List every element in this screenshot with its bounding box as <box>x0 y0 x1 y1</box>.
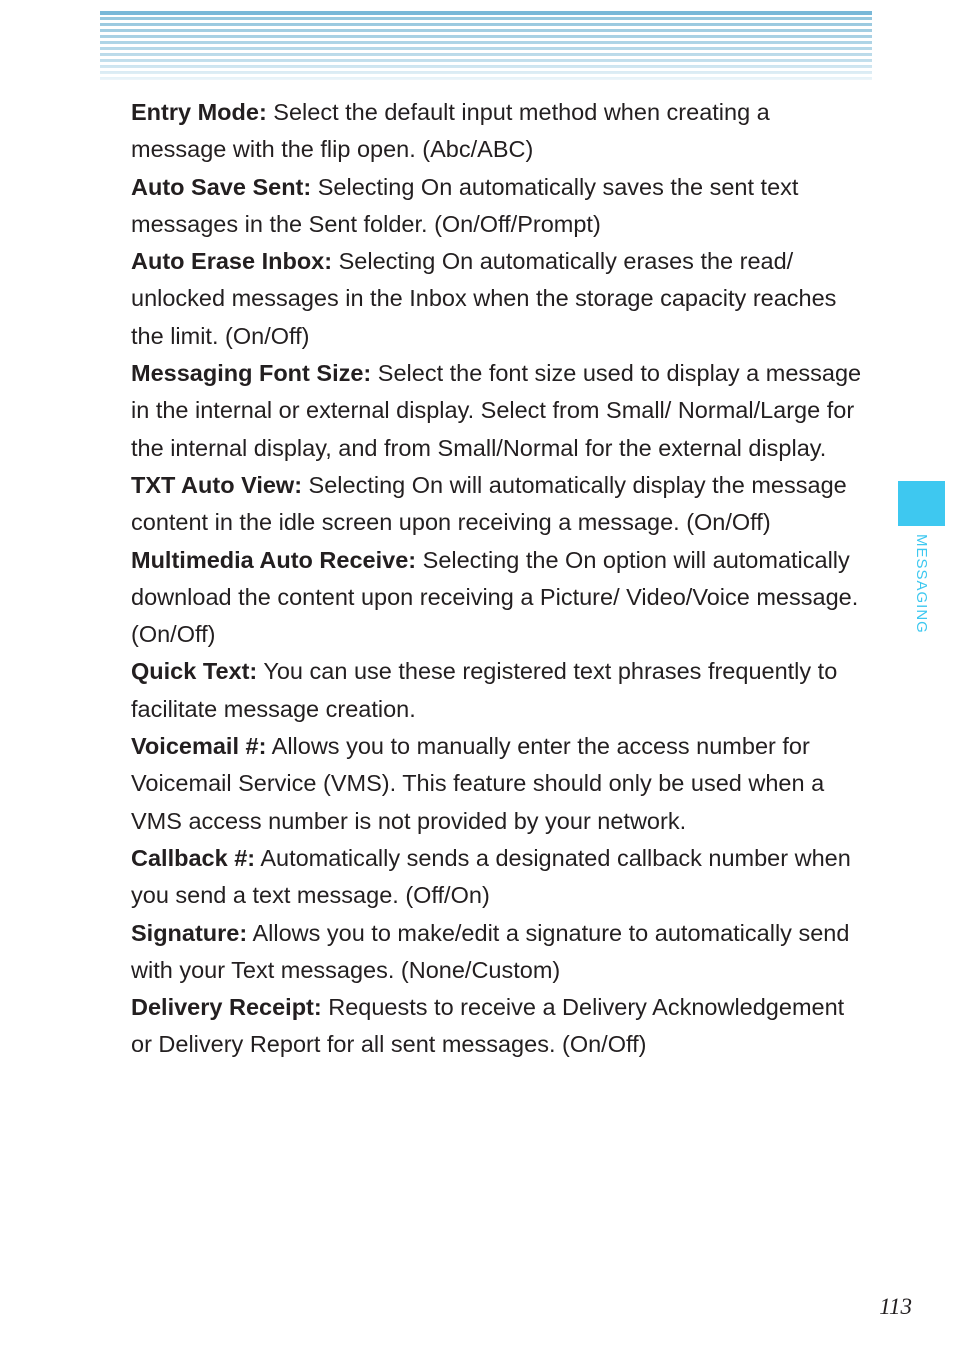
entry-term: Voicemail #: <box>131 733 267 760</box>
entry-description: Automatically sends a designated callback number when you send a text message. (Off/On) <box>131 844 851 909</box>
entry-term: TXT Auto View: <box>131 471 303 498</box>
entry-description: Allows you to make/edit a signature to automatically send with your Text messages. (None/Custom) <box>131 919 850 983</box>
entry-signature <box>131 915 863 990</box>
entry-multimedia-auto-receive <box>131 542 863 654</box>
entry-description: You can use these registered text phrases frequently to facilitate message creation. <box>131 658 838 722</box>
header-band-top-rule <box>100 11 872 15</box>
entry-delivery-receipt <box>131 989 863 1064</box>
entry-term: Messaging Font Size: <box>131 360 372 387</box>
entry-description: Allows you to manually enter the access number for Voicemail Service (VMS). This feature should only be used when a VMS access number is not provided by your network. <box>131 733 825 834</box>
entry-auto-save-sent <box>131 169 863 244</box>
entry-description: Selecting On automatically saves the sent text messages in the Sent folder. (On/Off/Prompt) <box>131 173 799 237</box>
section-side-label: MESSAGING <box>913 534 930 634</box>
settings-description-list <box>131 94 863 1064</box>
entry-term: Entry Mode: <box>131 99 267 125</box>
entry-voicemail <box>131 728 863 840</box>
header-decorative-band <box>100 11 872 81</box>
entry-description: Selecting the On option will automatically download the content upon receiving a Picture/ Video/Voice message. (On/Off) <box>131 546 859 648</box>
entry-term: Callback #: <box>131 844 256 871</box>
entry-description: Select the font size used to display a message in the internal or external display. Select from Small/ Normal/Large for the internal display, and from Small/Normal for the external display. <box>131 360 862 461</box>
entry-description: Selecting On automatically erases the read/ unlocked messages in the Inbox when the storage capacity reaches the limit. (On/Off) <box>131 248 837 349</box>
entry-quick-text <box>131 653 863 728</box>
entry-term: Multimedia Auto Receive: <box>131 546 417 573</box>
entry-description: Select the default input method when creating a message with the flip open. (Abc/ABC) <box>131 99 770 163</box>
section-side-tab <box>898 481 945 526</box>
page-number: 113 <box>879 1294 912 1319</box>
entry-term: Auto Erase Inbox: <box>131 248 333 275</box>
entry-term: Quick Text: <box>131 658 258 685</box>
entry-txt-auto-view <box>131 467 863 542</box>
entry-description: Requests to receive a Delivery Acknowledgement or Delivery Report for all sent messages. (On/Off) <box>131 994 845 1058</box>
entry-messaging-font-size <box>131 355 863 467</box>
entry-term: Signature: <box>131 919 248 946</box>
entry-callback <box>131 840 863 915</box>
entry-auto-erase-inbox <box>131 243 863 355</box>
entry-entry-mode <box>131 94 863 169</box>
entry-term: Auto Save Sent: <box>131 173 312 200</box>
entry-description: Selecting On will automatically display the message content in the idle screen upon receiving a message. (On/Off) <box>131 471 847 536</box>
entry-term: Delivery Receipt: <box>131 994 322 1021</box>
